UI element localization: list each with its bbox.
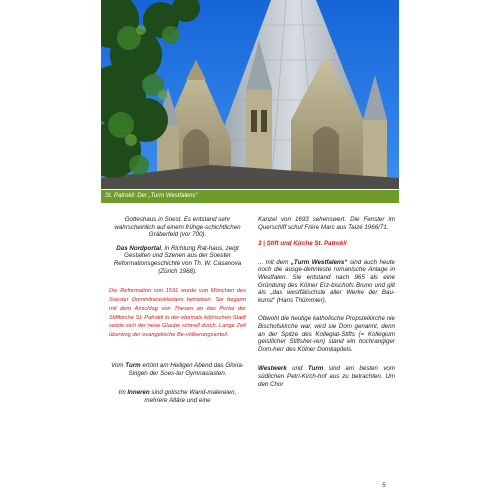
paragraph-text: sind auch heute noch die ausge-dehnteste romanische Anlage in Westfalen. Sie entstand nach 965 als eine Gründung des Kölner Erz-bischofs Bruno und gilt als „das westfälischste aller Werke der Bau-kunst“ (Hans Thümmler). xyxy=(258,258,395,304)
paragraph: Gotteshaus in Soest. Es entstand sehr wahrscheinlich auf einem frühge-schichtlichen Gräberfeld (vor 700). xyxy=(114,216,241,239)
photo-caption: St. Patrokli: Der „Turm Westfalens“ xyxy=(101,190,399,203)
paragraph xyxy=(109,389,246,404)
left-column xyxy=(109,216,246,404)
paragraph-text: sind am besten vom südlichen Petri-Kirch-hof aus zu betrachten. Um den Chor xyxy=(258,365,396,388)
info-box-text: Die Reformation von 1531 wurde von Mönchen des Soester Dominikanerklosters betrieben. Sie begann mit dem Anschlag von Thesen an das Portal der Stiftkirche St. Patrokli in der ehemals kölnischen Stadt setzte sich der neue Glaube schnell durch. Lange Zeit überwog der evangelische Be-völkerungsanteil. xyxy=(109,288,246,339)
bold-term: Turm xyxy=(307,365,324,373)
bold-term: Das Nordportal xyxy=(116,244,161,252)
bold-term: Turm xyxy=(125,361,141,369)
paragraph xyxy=(109,245,246,275)
right-column xyxy=(258,216,395,388)
page-number: 5 xyxy=(382,482,386,489)
paragraph-text: Im xyxy=(118,389,128,397)
paragraph: Kanzel von 1693 sehenswert. Die Fenster im Querschiff schuf Frère Marc aus Taizé 1966/71. xyxy=(258,216,395,231)
bold-term: „Turm Westfalens“ xyxy=(290,258,348,266)
book-page xyxy=(101,0,399,500)
paragraph xyxy=(258,259,395,305)
section-heading: 3 | Stift und Kirche St. Patrokli xyxy=(258,240,347,248)
paragraph-text: , in Richtung Rat-haus, zeigt Gestalten und Szenen aus der Soester Reformationsgeschichte von Th. W. Casanova (Zürich 1968). xyxy=(113,244,242,275)
church-photo xyxy=(101,0,399,189)
bold-term: Westwerk xyxy=(258,365,287,373)
paragraph-text: ertönt am Heiligen Abend das Gloria-Singen der Soes-ter Gymnasiasten. xyxy=(128,361,244,377)
bold-term: Inneren xyxy=(127,389,150,397)
church-tower-image xyxy=(101,0,399,189)
paragraph: Obwohl die heutige katholische Propsteikirche nie Bischofskirche war, wird sie Dom genannt, denn an der Spitze des Kollegiat-Stifts (= Kollegium geistlicher Stiftsher-ren) stand ein hochrangiger Dom-herr des Kölner Domkapitels. xyxy=(258,315,395,353)
paragraph xyxy=(258,365,395,388)
paragraph-text: und xyxy=(286,365,308,373)
paragraph xyxy=(109,362,246,377)
paragraph-text: sind gotische Wand-malereien, mehrere Altäre und eine xyxy=(144,389,237,404)
paragraph-text: Vom xyxy=(111,361,126,369)
paragraph-text: ... mit dem xyxy=(258,258,291,266)
